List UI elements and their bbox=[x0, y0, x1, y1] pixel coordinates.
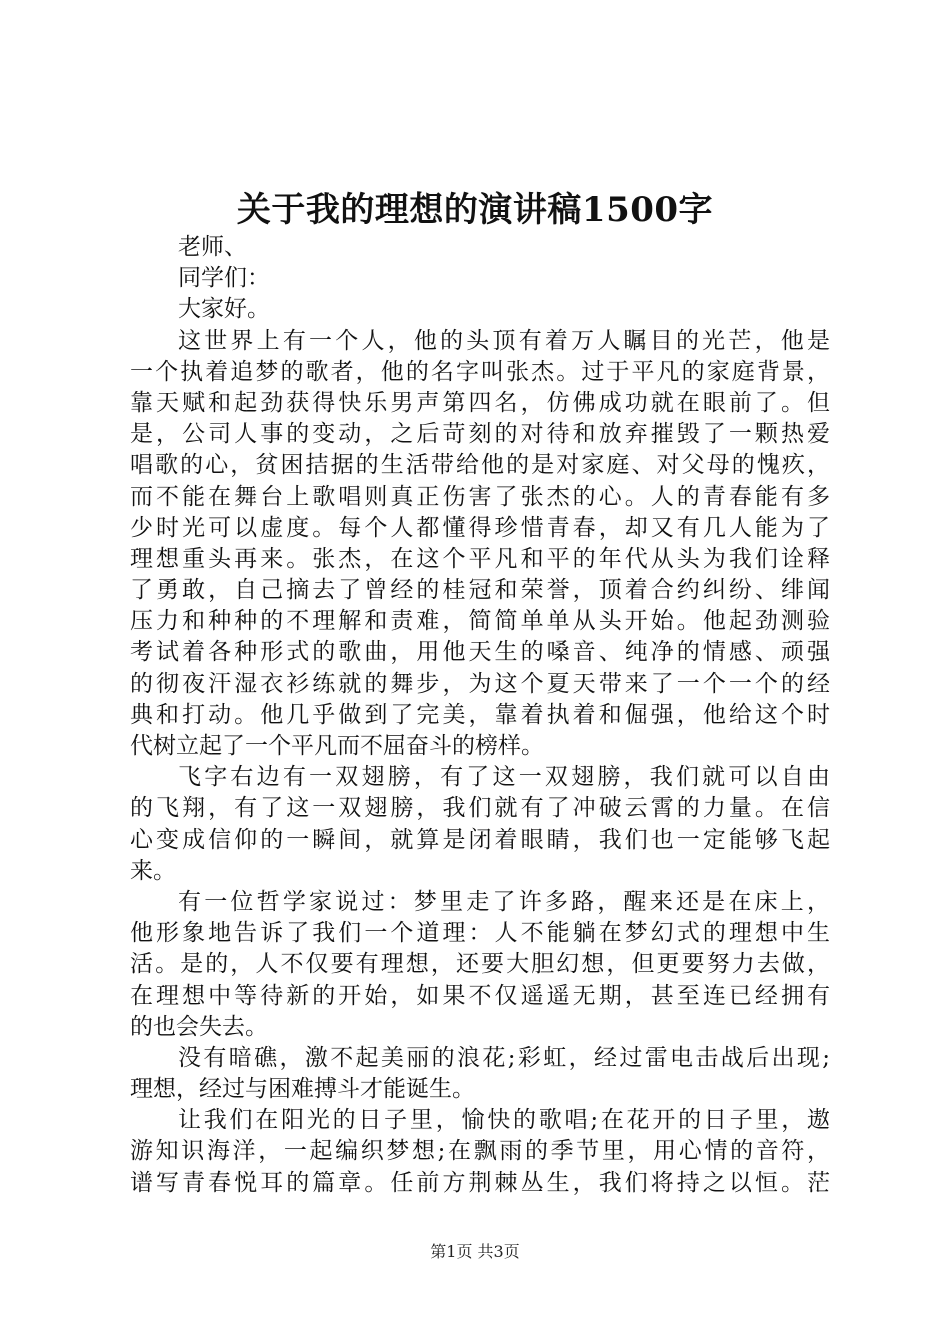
paragraph-line: 谱写青春悦耳的篇章。任前方荆棘丛生，我们将持之以恒。茫 bbox=[130, 1169, 830, 1196]
paragraph-line: 代树立起了一个平凡而不屈奋斗的榜样。 bbox=[130, 733, 544, 759]
paragraph-line: 来。 bbox=[130, 857, 176, 884]
paragraph-line: 活。是的，人不仅要有理想，还要大胆幻想，但更要努力去做， bbox=[130, 951, 830, 978]
paragraph-line: 了勇敢，自己摘去了曾经的桂冠和荣誉，顶着合约纠纷、绯闻 bbox=[130, 577, 830, 604]
paragraph-line: 的彻夜汗湿衣衫练就的舞步，为这个夏天带来了一个一个的经 bbox=[130, 670, 830, 697]
paragraph-line: 少时光可以虚度。每个人都懂得珍惜青春，却又有几人能为了 bbox=[130, 514, 830, 541]
paragraph-line: 飞字右边有一双翅膀，有了这一双翅膀，我们就可以自由 bbox=[178, 764, 830, 791]
paragraph-line: 的也会失去。 bbox=[130, 1013, 268, 1040]
salutation-line: 大家好。 bbox=[178, 296, 270, 323]
paragraph-line: 靠天赋和起劲获得快乐男声第四名，仿佛成功就在眼前了。但 bbox=[130, 389, 830, 416]
paragraph-line: 典和打动。他几乎做到了完美，靠着执着和倔强，他给这个时 bbox=[130, 701, 830, 728]
paragraph-line: 一个执着追梦的歌者，他的名字叫张杰。过于平凡的家庭背景， bbox=[130, 358, 830, 385]
paragraph-line: 游知识海洋，一起编织梦想;在飘雨的季节里，用心情的音符， bbox=[130, 1138, 830, 1165]
paragraph-line: 心变成信仰的一瞬间，就算是闭着眼睛，我们也一定能够飞起 bbox=[130, 826, 830, 853]
salutation-line: 同学们： bbox=[178, 265, 270, 292]
paragraph-line: 是，公司人事的变动，之后苛刻的对待和放弃摧毁了一颗热爱 bbox=[130, 421, 830, 448]
paragraph-line: 他形象地告诉了我们一个道理：人不能躺在梦幻式的理想中生 bbox=[130, 920, 830, 947]
paragraph-line: 让我们在阳光的日子里，愉快的歌唱;在花开的日子里，遨 bbox=[178, 1107, 830, 1134]
paragraph-line: 唱歌的心，贫困拮据的生活带给他的是对家庭、对父母的愧疚， bbox=[130, 452, 830, 479]
paragraph-line: 的飞翔，有了这一双翅膀，我们就有了冲破云霄的力量。在信 bbox=[130, 795, 830, 822]
paragraph-line: 压力和种种的不理解和责难，简简单单从头开始。他起劲测验 bbox=[130, 608, 830, 635]
paragraph-line: 理想重头再来。张杰，在这个平凡和平的年代从头为我们诠释 bbox=[130, 545, 830, 572]
document-title: 关于我的理想的演讲稿1500字 bbox=[236, 190, 714, 230]
salutation-line: 老师、 bbox=[178, 234, 247, 260]
document-body bbox=[130, 232, 830, 1199]
paragraph-line: 这世界上有一个人，他的头顶有着万人瞩目的光芒，他是 bbox=[178, 327, 830, 354]
paragraph-line: 没有暗礁，激不起美丽的浪花;彩虹，经过雷电击战后出现; bbox=[178, 1044, 830, 1071]
paragraph-line: 理想，经过与困难搏斗才能诞生。 bbox=[130, 1076, 475, 1103]
paragraph-line: 而不能在舞台上歌唱则真正伤害了张杰的心。人的青春能有多 bbox=[130, 483, 830, 510]
paragraph-line: 在理想中等待新的开始，如果不仅遥遥无期，甚至连已经拥有 bbox=[130, 982, 830, 1009]
page-footer: 第1页 共3页 bbox=[430, 1242, 520, 1261]
paragraph-line: 考试着各种形式的歌曲，用他天生的嗓音、纯净的情感、顽强 bbox=[130, 639, 830, 666]
paragraph-line: 有一位哲学家说过：梦里走了许多路，醒来还是在床上， bbox=[178, 888, 830, 915]
